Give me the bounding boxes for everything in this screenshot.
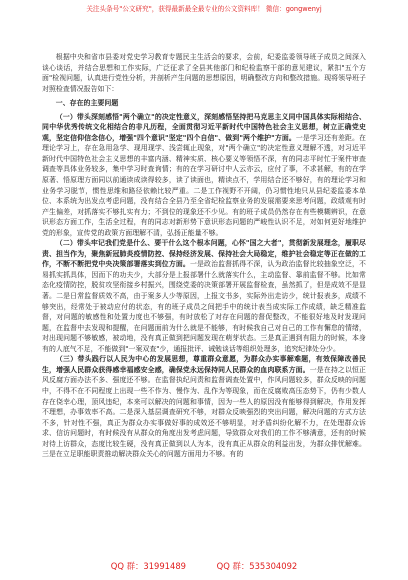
paragraph-2: [42, 238, 366, 354]
section-heading: 一、存在的主要问题: [55, 99, 119, 108]
promo-header: [0, 5, 408, 13]
paragraph-2-text: 一是政治监督抓得不深，认为政治监督比较抽象空泛，不易抓实抓具体，因而下的功夫少，大部分是上报部署什么就落实什么，主动监督、靠前监督不够。比如常态化疫情防控，脱贫攻坚衔接乡村振兴，围绕党委的决策部署开展监督检查，虽然抓了，但是成效不是显著。二是日常监督质效不高，由于案多人少等原因，上报文书多，实际外出走访少，统计报表多，成绩不够突出，经常处于被动应付的状态，有的班子成员之间把手中的统计表当成实际工作成绩，缺乏精准监督，对问题的敏感性和处置力度也不够强，有时放松了对存在问题的督促整改，不能很好地及时发现问题，在监督中去发现和提醒，在问题面前为什么就是不能够，有时候我自己对自己的工作有懈怠的情绪，对出现问题不够敏感，被动地，没有真正做到把问题发现在萌芽状态。三是真正遇到有阻力的时候，本身有的人底气不足，不能做到"一案双查"少，通报批评、诫勉谈话等组织处理多，追究纪律处分少。: [42, 260, 366, 353]
qq-group-1: QQ 群：31991489: [110, 561, 186, 571]
promo-header-line: 关注头条号"公文研究"，获得最新最全最专业的公文资料库！ 微信：gongwenyj: [86, 5, 322, 13]
paragraph-3-lead: （三）带头践行以人民为中心的发展思想，尊重群众意愿，为群众办实事解难题，有效保障改善民生，增强人民群众获得感幸福感安全感，确保党永远保持同人民群众的血肉联系方面。: [42, 355, 366, 374]
paragraph-1: [42, 112, 366, 239]
qq-footer: [0, 560, 408, 572]
paragraph-1-lead: （一）带头深刻感悟"两个确立"的决定性意义，深刻感悟坚持把马克思主义同中国具体实际相结合、同中华优秀传统文化相结合的非凡历程，全面贯彻习近平新时代中国特色社会主义思想，树立正确党史观，坚定信仰信念信心，增强"四个意识"坚定"四个自信"、做到"两个维护"方面。: [42, 112, 366, 142]
paragraph-3: [42, 354, 366, 459]
document-body: [42, 52, 366, 460]
qq-group-2: QQ 群：535304092: [216, 561, 298, 571]
paragraph-3-text: 一是在持之以恒正风反腐方面办法不多、强度还不够。在监督执纪问责和监督调查处置中，作风问题较多，群众反映的问题中，不得不在不同程度上出现一些不作为、慢作为、乱作为等现象，而在反腐败高压态势下，仍有少数人存在侥幸心理，顶风违纪，本来可以解决的问题和事情，因为一些人的原因没有能够得到解决，作用发挥不理想，办事效率不高。二是深入基层调查研究不够，对群众反映强烈的突出问题，解决问题的方式方法不多，针对性不强，真正为群众办实事做好事的成效还不够明显，对矛盾纠纷化解不力，在处理群众诉求、信访问题时，有时候没有从群众的角度出发考虑问题，导致群众对我们的工作不够满意，还有的时候对待上访群众，态度比较生硬，没有真正做到以人为本，没有真正从群众的利益出发，为群众排忧解难。三是在立足职能职责推动解决群众关心的问题方面用力不够。有的: [42, 365, 366, 459]
intro-paragraph: 根据中央和省市县委对党史学习教育专题民主生活会的要求，会前，纪委监委领导班子成员之间深入谈心谈话，并结合思想和工作实际，广泛征求了全县其他部门和纪检监察干部的意见建议，紧扣"五个方面"检视问题，认真进行党性分析，并剖析产生问题的思想原因，明确整改方向和整改措施。现将领导班子对照检查情况报告如下：: [42, 53, 366, 93]
paragraph-2-lead: （二）带头牢记我们党是什么、要干什么这个根本问题，心怀"国之大者"，贯彻新发展理念，履职尽责、担当作为，聚焦新冠肺炎疫情防控、保持经济发展、保持社会大局稳定，维护社会稳定等正在做的工作，不断不断把党中央决策部署落实到位方面。: [42, 239, 366, 269]
paragraph-1-text: 一是学习还有差距。在理论学习上，存在急用急学、现用现学、浅尝辄止现象，对"两个确立"的决定性意义理解不透，对习近平新时代中国特色社会主义思想的丰富内涵、精神实质、核心要义等领悟不深，有的同志平时忙于案件审查调查等具体业务较多，集中学习时查询情；有的在学习研讨中人云亦云，应付了事，不求甚解，有的在学原著、悟原理方面同以前通读成读得较多，读了读面也，精读点不，学用结合还不够好，有的理论学习和业务学习脱节，惯性思维和路径依赖比较严重。二是工作视野不开阔，仍习惯性地只从县纪委监委本单位、本系统为出发点考虑问题，没有结合全县乃至全省纪检监察业务的发展需要来思考问题，政绩观有时产生偏差，对抓落实不够扎实有力；不到位的现象还不少见。有的班子成员仍然存在有些模糊辨识，在意识形态方面工作，生活全过程，有的同志对新形势下意识形态问题的严峻性认识不足，对如何更好地维护党的形象，宣传党的政策方面理解不清，弘扬正能量不够。: [42, 133, 366, 237]
